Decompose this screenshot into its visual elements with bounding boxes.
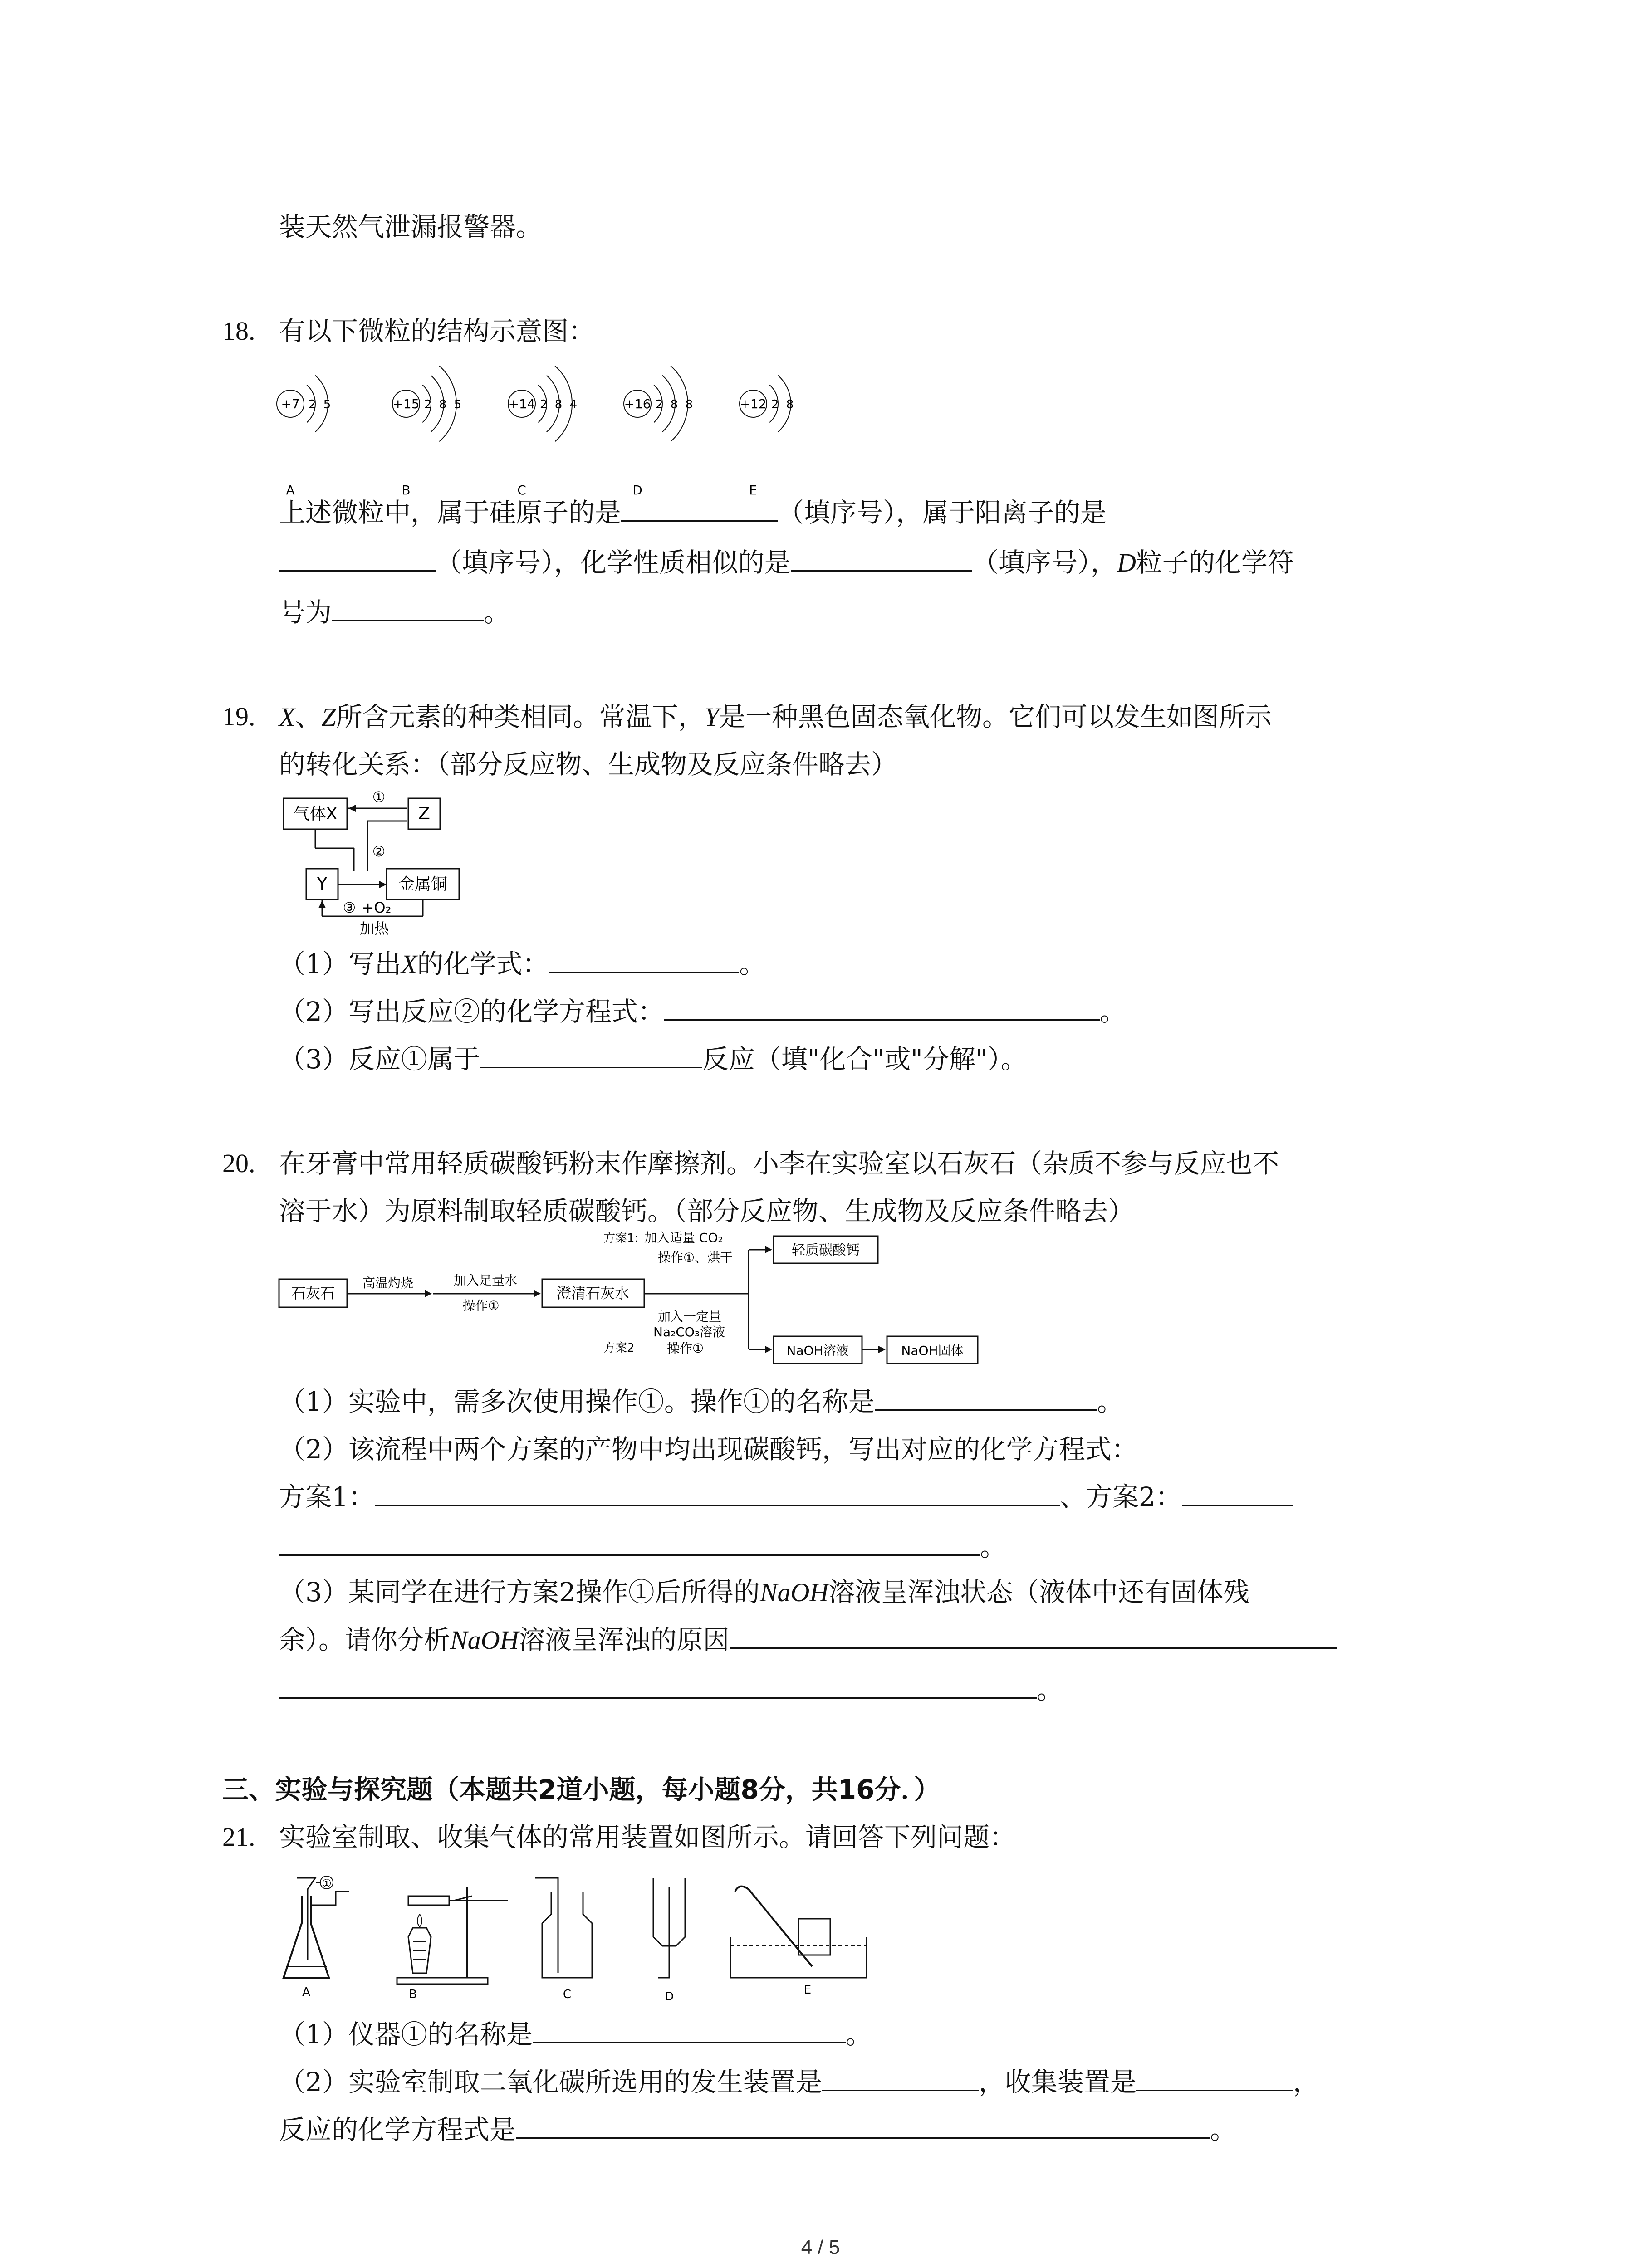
nucleus-charge: +14	[508, 396, 535, 411]
particle-label: E	[749, 483, 757, 498]
q19-sub2b: 。	[1099, 996, 1126, 1027]
naoh-solid-label: NaOH固体	[901, 1343, 964, 1358]
apparatus-d	[653, 1878, 685, 2004]
label-a: A	[302, 1985, 310, 1999]
q21-sub2a: （2）实验室制取二氧化碳所选用的发生装置是	[279, 2067, 822, 2097]
q20-blank-operation[interactable]	[875, 1384, 1097, 1411]
q20-blank-reason[interactable]	[730, 1622, 1337, 1649]
q21-blank-collector[interactable]	[1136, 2064, 1293, 2091]
page-number: 4 / 5	[801, 2236, 840, 2258]
q19-line2: 的转化关系：（部分反应物、生成物及反应条件略去）	[279, 749, 898, 780]
q20-sub3-line2	[279, 1622, 1337, 1658]
q18-blank-symbol[interactable]	[332, 595, 484, 621]
plan1-label: 方案1:	[603, 1232, 639, 1245]
q21-stem: 实验室制取、收集气体的常用装置如图所示。请回答下列问题：	[279, 1822, 1016, 1853]
q18-line2d: 粒子的化学符	[1136, 547, 1294, 578]
q19-sub2a: （2）写出反应②的化学方程式：	[279, 996, 664, 1027]
electron-counts: 2 5	[309, 398, 333, 411]
op1-dry-label: 操作①、烘干	[658, 1250, 733, 1265]
apparatus-b	[397, 1887, 508, 2001]
electron-counts: 2 8	[771, 398, 796, 411]
branch-top-head	[765, 1246, 772, 1253]
q18-line1	[279, 494, 1107, 531]
q18-line3	[279, 594, 510, 631]
q20-sub1	[279, 1383, 1123, 1420]
reaction-1: ①	[372, 788, 386, 806]
light-caco3-label: 轻质碳酸钙	[792, 1242, 860, 1258]
q20-blank-plan1[interactable]	[375, 1479, 1060, 1506]
o2-label: +O₂	[362, 899, 392, 916]
naoh-sol-label: NaOH溶液	[786, 1343, 849, 1358]
q18-blank-cation[interactable]	[279, 545, 436, 572]
q20-sub3a: （3）某同学在进行方案2操作①后所得的	[279, 1577, 760, 1608]
label-e: E	[803, 1983, 812, 1997]
marker-1: ①	[322, 1877, 332, 1890]
apparatus-e	[730, 1887, 867, 1997]
q18-stem: 有以下微粒的结构示意图：	[279, 316, 595, 347]
atom-d	[624, 366, 695, 498]
q19-sub1a: （1）写出	[279, 948, 401, 979]
q20-plan2-label: 、方案2：	[1059, 1481, 1182, 1512]
q20-naoh-2: NaOH	[450, 1625, 519, 1655]
arrow-3-head	[318, 900, 326, 908]
add-na2co3-label: 加入一定量	[658, 1309, 722, 1324]
apparatus-c	[535, 1878, 592, 2001]
q20-sub3b: 溶液呈浑浊状态（液体中还有固体残	[828, 1577, 1250, 1608]
q20-sub3d: 溶液呈浑浊的原因	[519, 1624, 730, 1655]
continuation-text: 装天然气泄漏报警器。	[279, 211, 543, 242]
gas-x-label: 气体X	[293, 805, 338, 823]
lab-apparatus-figure	[277, 1869, 889, 2005]
q20-line2: 溶于水）为原料制取轻质碳酸钙。（部分反应物、生成物及反应条件略去）	[279, 1196, 1135, 1227]
q21-sub2b: ，收集装置是	[978, 2067, 1136, 2097]
flow-arrow-1-head	[425, 1290, 432, 1297]
q18-line1a: 上述微粒中，属于硅原子的是	[279, 497, 622, 528]
q20-sub1a: （1）实验中，需多次使用操作①。操作①的名称是	[279, 1386, 875, 1417]
q20-blank-plan2-start[interactable]	[1182, 1479, 1293, 1506]
op1-label: 操作①	[462, 1298, 500, 1313]
q19-line1b: 所含元素的种类相同。常温下，	[336, 701, 705, 732]
q19-line1	[279, 699, 1272, 735]
particle-label: A	[286, 483, 295, 498]
q20-naoh-1: NaOH	[759, 1578, 829, 1607]
nucleus-charge: +12	[740, 396, 767, 411]
q20-plan2-period: 。	[980, 1531, 1007, 1562]
limestone-label: 石灰石	[291, 1285, 335, 1302]
label-d: D	[664, 1990, 674, 2004]
label-c: C	[563, 1988, 572, 2001]
q19-line1a: 、	[295, 701, 322, 732]
atom-a	[277, 376, 333, 498]
q21-sub1b: 。	[845, 2019, 872, 2050]
y-label: Y	[317, 874, 328, 894]
q20-plans	[279, 1479, 1293, 1515]
q19-blank-formula[interactable]	[549, 946, 739, 973]
q19-sub2	[279, 993, 1126, 1030]
arrow-1-head	[348, 805, 356, 812]
apparatus-a	[284, 1876, 349, 1999]
q18-line3b: 。	[484, 597, 510, 628]
q20-sub3c: 余）。请你分析	[279, 1624, 451, 1655]
copper-label: 金属铜	[398, 875, 448, 894]
q19-sub1c: 。	[739, 948, 766, 979]
q19-y: Y	[704, 702, 719, 732]
na2co3-sol-label: Na₂CO₃溶液	[653, 1325, 725, 1339]
q18-line2b: （填序号），	[972, 547, 1117, 578]
electron-counts: 2 8 5	[424, 398, 464, 411]
q20-sub3e: 。	[1037, 1674, 1063, 1705]
branch-bottom-head	[765, 1346, 772, 1353]
z-label: Z	[418, 803, 431, 823]
q19-sub3	[279, 1041, 1027, 1077]
q21-sub2d: 反应的化学方程式是	[279, 2114, 516, 2145]
nucleus-charge: +16	[624, 396, 651, 411]
q19-blank-type[interactable]	[480, 1041, 702, 1068]
conversion-diagram	[281, 789, 472, 939]
naoh-arrow-head	[878, 1346, 886, 1353]
op1b-label: 操作①	[667, 1341, 704, 1356]
atom-b	[392, 366, 463, 498]
q19-sub3a: （3）反应①属于	[279, 1044, 480, 1075]
process-flow-diagram	[277, 1230, 985, 1374]
flow-arrow-2-head	[534, 1290, 541, 1297]
q19-sub1x: X	[401, 949, 417, 979]
q18-line2a: （填序号），化学性质相似的是	[436, 547, 791, 578]
q20-blank-plan2[interactable]	[279, 1529, 980, 1556]
reaction-3: ③	[343, 899, 356, 916]
q20-plan1-label: 方案1：	[279, 1481, 375, 1512]
q18-line1b: （填序号），属于阳离子的是	[778, 497, 1107, 528]
q18-line2	[279, 544, 1294, 581]
q20-blank-reason-cont[interactable]	[279, 1672, 1037, 1699]
atom-c	[508, 366, 579, 498]
q21-blank-generator[interactable]	[822, 2064, 979, 2091]
label-b: B	[409, 1988, 417, 2001]
q21-sub2c: ，	[1293, 2067, 1319, 2097]
calcine-label: 高温灼烧	[362, 1276, 414, 1290]
particle-label: D	[632, 483, 642, 498]
reaction-2: ②	[372, 843, 386, 860]
atom-e	[740, 376, 795, 498]
q19-sub1	[279, 946, 765, 982]
add-co2-label: 加入适量 CO₂	[644, 1230, 723, 1245]
q21-sub2-line1	[279, 2064, 1319, 2100]
q19-blank-equation[interactable]	[664, 994, 1100, 1021]
particle-label: C	[517, 483, 526, 498]
q20-line1: 在牙膏中常用轻质碳酸钙粉末作摩擦剂。小李在实验室以石灰石（杂质不参与反应也不	[279, 1148, 1279, 1179]
q20-sub1b: 。	[1097, 1386, 1123, 1417]
plan2-label: 方案2	[603, 1341, 635, 1355]
add-water-label: 加入足量水	[453, 1273, 518, 1288]
q20-sub3-line3	[279, 1672, 1063, 1708]
q19-sub3b: 反应（填"化合"或"分解"）。	[702, 1044, 1027, 1075]
limewater-label: 澄清石灰水	[556, 1285, 630, 1302]
q21-sub2e: 。	[1210, 2114, 1237, 2145]
atom-structure-diagrams	[272, 376, 862, 503]
q18-line3a: 号为	[279, 597, 332, 628]
nucleus-charge: +15	[392, 396, 420, 411]
q20-sub3-line1	[279, 1574, 1249, 1611]
particle-label: B	[402, 483, 411, 498]
q20-number: 20.	[222, 1149, 255, 1178]
q19-z: Z	[321, 702, 336, 732]
q21-blank-equation[interactable]	[516, 2112, 1210, 2139]
electron-counts: 2 8 4	[540, 398, 579, 411]
q21-sub2-line2	[279, 2112, 1236, 2148]
nucleus-charge: +7	[281, 396, 300, 411]
q21-sub1a: （1）仪器①的名称是	[279, 2019, 533, 2050]
q18-number: 18.	[222, 316, 255, 346]
q18-blank-si-atom[interactable]	[621, 495, 778, 522]
q21-sub1	[279, 2016, 872, 2053]
section3-title: 三、实验与探究题（本题共2道小题，每小题8分，共16分．）	[222, 1774, 941, 1805]
q19-x: X	[279, 702, 295, 732]
q20-plan2-cont	[279, 1529, 1006, 1565]
q21-blank-instrument[interactable]	[533, 2017, 846, 2043]
q19-line1c: 是一种黑色固态氧化物。它们可以发生如图所示	[719, 701, 1272, 732]
electron-counts: 2 8 8	[656, 398, 695, 411]
q18-d-italic: D	[1117, 548, 1136, 577]
q19-sub1b: 的化学式：	[417, 948, 549, 979]
q18-blank-similar[interactable]	[791, 545, 972, 572]
q21-number: 21.	[222, 1822, 255, 1852]
q20-sub2: （2）该流程中两个方案的产物中均出现碳酸钙，写出对应的化学方程式：	[279, 1434, 1138, 1465]
arrow-2-head	[379, 881, 387, 888]
heat-label: 加热	[359, 920, 389, 937]
q19-number: 19.	[222, 702, 255, 731]
